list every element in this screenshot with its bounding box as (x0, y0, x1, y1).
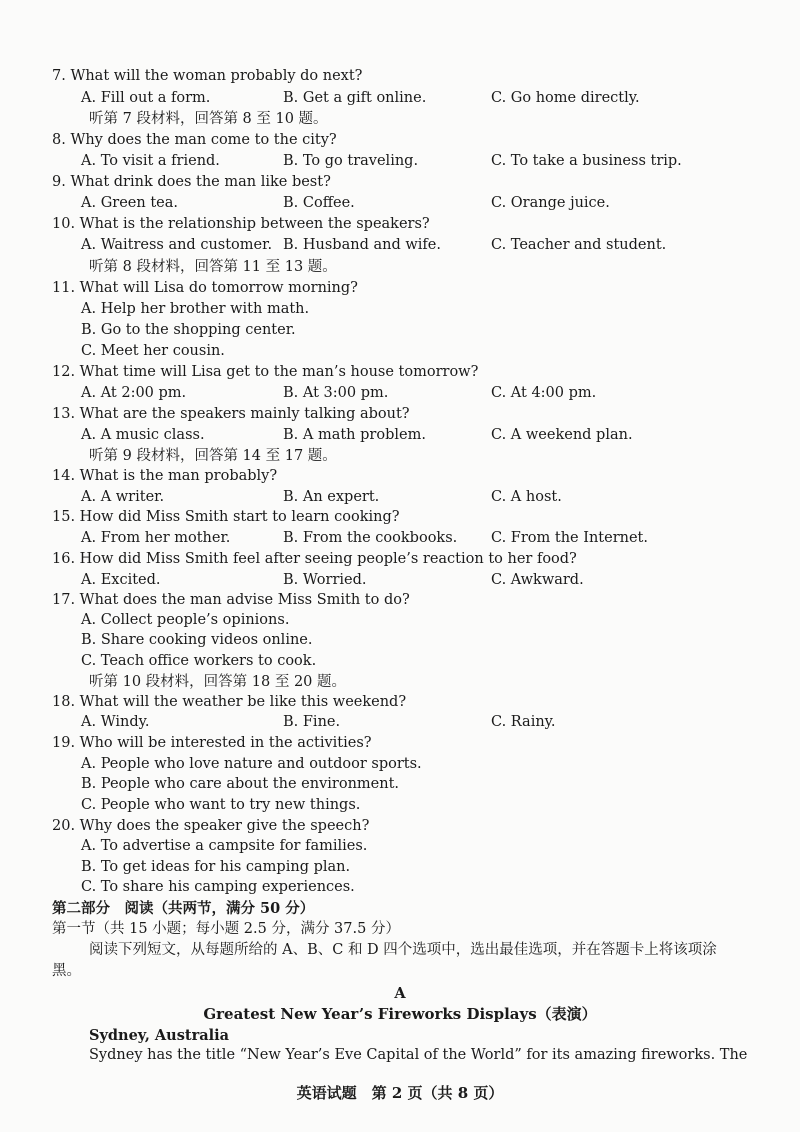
option-row (0, 299, 800, 320)
question-text: 15. How did Miss Smith start to learn cooking? (52, 509, 400, 525)
instruction-text: 听第 10 段材料，回答第 18 至 20 题。 (89, 674, 347, 690)
option-row (0, 774, 800, 795)
question-20 (0, 816, 800, 837)
option-c: C. People who want to try new things. (81, 797, 361, 813)
options-row (0, 235, 800, 256)
option-row (0, 795, 800, 816)
option-c: C. Rainy. (491, 714, 556, 730)
question-14 (0, 466, 800, 487)
instruction-text: 听第 7 段材料，回答第 8 至 10 题。 (89, 111, 328, 127)
option-row (0, 341, 800, 362)
option-row (0, 857, 800, 878)
option-c: C. Teach office workers to cook. (81, 653, 317, 669)
option-c: C. From the Internet. (491, 530, 648, 546)
question-text: 14. What is the man probably? (52, 468, 278, 484)
option-row (0, 651, 800, 672)
option-b: B. Worried. (283, 572, 367, 588)
question-text: 19. Who will be interested in the activities? (52, 735, 372, 751)
question-text: 17. What does the man advise Miss Smith to do? (52, 592, 410, 608)
question-text: 10. What is the relationship between the speakers? (52, 216, 430, 232)
options-row (0, 425, 800, 446)
options-row (0, 383, 800, 404)
options-row (0, 487, 800, 508)
option-a: A. To visit a friend. (81, 153, 220, 169)
question-text: 13. What are the speakers mainly talking about? (52, 406, 410, 422)
option-c: C. Teacher and student. (491, 237, 667, 253)
directions: 阅读下列短文，从每题所给的 A、B、C 和 D 四个选项中，选出最佳选项，并在答题卡上将该项涂黑。 (52, 942, 717, 979)
option-b: B. A math problem. (283, 427, 426, 443)
material-instruction (0, 446, 800, 467)
option-c: C. A weekend plan. (491, 427, 633, 443)
option-row (0, 754, 800, 775)
part-heading (0, 898, 800, 919)
question-text: 11. What will Lisa do tomorrow morning? (52, 280, 358, 296)
option-a: A. Help her brother with math. (81, 301, 310, 317)
sub-heading (0, 1025, 800, 1046)
option-b: B. Share cooking videos online. (81, 632, 313, 648)
option-a: A. To advertise a campsite for families. (81, 838, 368, 854)
question-9 (0, 172, 800, 193)
option-row (0, 610, 800, 631)
question-text: 9. What drink does the man like best? (52, 174, 331, 190)
option-row (0, 836, 800, 857)
question-text: 16. How did Miss Smith feel after seeing people’s reaction to her food? (52, 551, 577, 567)
question-text: 20. Why does the speaker give the speech? (52, 818, 370, 834)
question-19 (0, 733, 800, 754)
question-17 (0, 590, 800, 611)
option-c: C. At 4:00 pm. (491, 385, 597, 401)
option-b: B. To get ideas for his camping plan. (81, 859, 351, 875)
option-c: C. To share his camping experiences. (81, 879, 355, 895)
option-b: B. At 3:00 pm. (283, 385, 389, 401)
options-row (0, 528, 800, 549)
option-b: B. From the cookbooks. (283, 530, 458, 546)
question-18 (0, 692, 800, 713)
question-10 (0, 214, 800, 235)
passage-letter-text: A (394, 985, 406, 1002)
passage-body-text: Sydney has the title “New Year’s Eve Capital of the World” for its amazing fireworks. The (89, 1047, 748, 1063)
option-a: A. Green tea. (81, 195, 178, 211)
instruction-text: 听第 8 段材料，回答第 11 至 13 题。 (89, 259, 337, 275)
question-12 (0, 362, 800, 383)
material-instruction (0, 672, 800, 693)
option-a: A. Excited. (81, 572, 161, 588)
option-b: B. Go to the shopping center. (81, 322, 296, 338)
question-text: 18. What will the weather be like this weekend? (52, 694, 407, 710)
question-11 (0, 278, 800, 299)
option-c: C. Go home directly. (491, 90, 640, 106)
option-a: A. People who love nature and outdoor sports. (81, 756, 422, 772)
option-c: C. To take a business trip. (491, 153, 682, 169)
question-15 (0, 507, 800, 528)
passage-title (0, 1004, 800, 1025)
option-row (0, 877, 800, 898)
passage-body (0, 1045, 800, 1066)
option-a: A. Fill out a form. (81, 90, 211, 106)
section-heading-text: 第一节（共 15 小题；每小题 2.5 分，满分 37.5 分） (52, 921, 400, 937)
option-b: B. Coffee. (283, 195, 355, 211)
option-b: B. Get a gift online. (283, 90, 427, 106)
question-text: 7. What will the woman probably do next? (52, 68, 363, 84)
option-b: B. An expert. (283, 489, 380, 505)
options-row (0, 570, 800, 591)
option-a: A. Windy. (81, 714, 150, 730)
option-b: B. Fine. (283, 714, 341, 730)
option-row (0, 630, 800, 651)
question-7 (0, 66, 800, 87)
option-c: C. Meet her cousin. (81, 343, 225, 359)
section-heading (0, 919, 800, 940)
option-a: A. A writer. (81, 489, 165, 505)
instruction-text: 听第 9 段材料，回答第 14 至 17 题。 (89, 448, 337, 464)
question-16 (0, 549, 800, 570)
material-instruction (0, 257, 800, 278)
option-b: B. To go traveling. (283, 153, 419, 169)
option-a: A. Waitress and customer. (81, 237, 273, 253)
page-footer: 英语试题 第 2 页（共 8 页） (296, 1084, 504, 1102)
options-row (0, 712, 800, 733)
part-heading-text: 第二部分 阅读（共两节，满分 50 分） (52, 900, 315, 917)
question-13 (0, 404, 800, 425)
passage-letter (0, 983, 800, 1004)
passage-title-text: Greatest New Year’s Fireworks Displays（表演） (203, 1005, 597, 1023)
option-a: A. A music class. (81, 427, 205, 443)
option-a: A. From her mother. (81, 530, 231, 546)
options-row (0, 88, 800, 109)
options-row (0, 193, 800, 214)
option-c: C. Awkward. (491, 572, 584, 588)
option-a: A. Collect people’s opinions. (81, 612, 290, 628)
sub-heading-text: Sydney, Australia (89, 1027, 230, 1044)
option-row (0, 320, 800, 341)
question-8 (0, 130, 800, 151)
option-c: C. Orange juice. (491, 195, 610, 211)
options-row (0, 151, 800, 172)
question-text: 12. What time will Lisa get to the man’s house tomorrow? (52, 364, 479, 380)
option-c: C. A host. (491, 489, 562, 505)
option-b: B. Husband and wife. (283, 237, 441, 253)
question-text: 8. Why does the man come to the city? (52, 132, 337, 148)
material-instruction (0, 109, 800, 130)
option-b: B. People who care about the environment. (81, 776, 400, 792)
option-a: A. At 2:00 pm. (81, 385, 187, 401)
